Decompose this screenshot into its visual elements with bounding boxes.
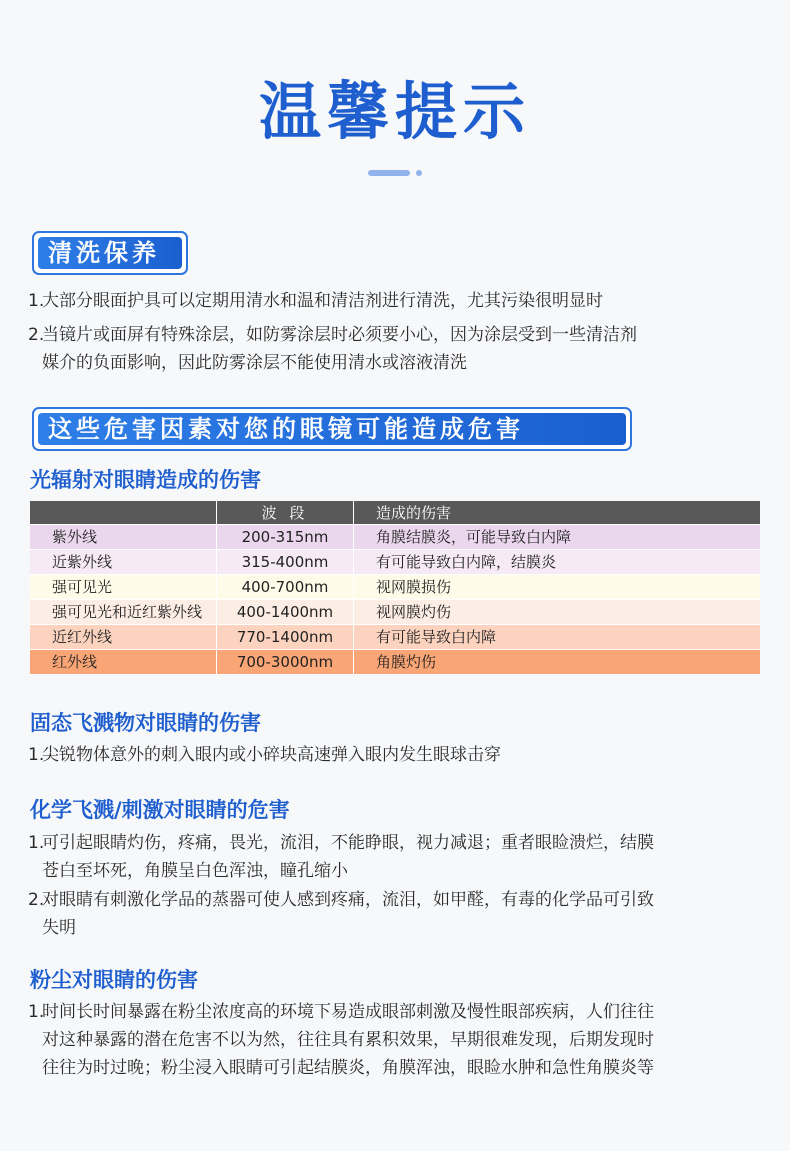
item-text-continued: 媒介的负面影响，因此防雾涂层不能使用清水或溶液清洗 — [42, 353, 467, 373]
item-text: 大部分眼面护具可以定期用清水和温和清洁剂进行清洗，尤其污染很明显时 — [42, 291, 603, 311]
item-text: 时间长时间暴露在粉尘浓度高的环境下易造成眼部刺激及慢性眼部疾病，人们往往 — [42, 1002, 654, 1022]
cell-type: 紫外线 — [30, 525, 217, 549]
solid-heading: 固态飞溅物对眼睛的伤害 — [30, 711, 261, 735]
header-cell-band: 波 段 — [217, 501, 354, 524]
cell-harm: 视网膜损伤 — [376, 578, 452, 596]
cell-type: 红外线 — [30, 650, 217, 674]
item-text-continued: 失明 — [42, 918, 76, 938]
page-title: 温馨提示 — [258, 75, 531, 148]
radiation-heading: 光辐射对眼睛造成的伤害 — [30, 468, 261, 492]
cell-band: 200-315nm — [217, 525, 354, 549]
header-cell-harm: 造成的伤害 — [376, 504, 452, 522]
item-number: 1. — [28, 291, 45, 311]
section-badge-label: 这些危害因素对您的眼镜可能造成危害 — [38, 413, 626, 445]
item-text-continued: 苍白至坏死，角膜呈白色浑浊，瞳孔缩小 — [42, 861, 348, 881]
item-number: 2. — [28, 890, 45, 910]
table-row — [30, 625, 760, 650]
cell-band: 400-1400nm — [217, 600, 354, 624]
item-text-continued: 往往为时过晚；粉尘浸入眼睛可引起结膜炎，角膜浑浊，眼睑水肿和急性角膜炎等 — [42, 1058, 654, 1078]
cell-harm: 角膜灼伤 — [376, 653, 437, 671]
cell-type: 近红外线 — [30, 625, 217, 649]
item-text: 对眼睛有刺激化学品的蒸器可使人感到疼痛，流泪，如甲醛，有毒的化学品可引致 — [42, 890, 654, 910]
table-header-row — [30, 501, 760, 525]
item-number: 1. — [28, 1002, 45, 1022]
chemical-item-2 — [28, 886, 768, 942]
cell-band: 770-1400nm — [217, 625, 354, 649]
cleaning-item-2 — [28, 321, 768, 377]
item-text: 尖锐物体意外的刺入眼内或小碎块高速弹入眼内发生眼球击穿 — [42, 745, 501, 765]
cleaning-item-1 — [28, 287, 768, 315]
cell-harm: 视网膜灼伤 — [376, 603, 452, 621]
item-text: 可引起眼睛灼伤，疼痛，畏光，流泪，不能睁眼，视力减退；重者眼睑溃烂，结膜 — [42, 833, 654, 853]
table-row — [30, 650, 760, 675]
table-row — [30, 525, 760, 550]
radiation-table — [30, 501, 760, 675]
header-cell-type — [30, 501, 217, 524]
chemical-item-1 — [28, 829, 768, 885]
table-row — [30, 600, 760, 625]
cell-type: 强可见光 — [30, 575, 217, 599]
chemical-heading: 化学飞溅/刺激对眼睛的危害 — [30, 798, 290, 822]
cell-type: 强可见光和近红紫外线 — [30, 600, 217, 624]
divider-dot — [416, 170, 422, 176]
solid-item-1 — [28, 741, 768, 769]
item-text-continued: 对这种暴露的潜在危害不以为然，往往具有累积效果，早期很难发现，后期发现时 — [42, 1030, 654, 1050]
cell-type: 近紫外线 — [30, 550, 217, 574]
cell-band: 315-400nm — [217, 550, 354, 574]
cell-harm: 有可能导致白内障 — [376, 628, 497, 646]
cell-band: 700-3000nm — [217, 650, 354, 674]
cell-harm: 有可能导致白内障，结膜炎 — [376, 553, 557, 571]
dust-heading: 粉尘对眼睛的伤害 — [30, 968, 198, 992]
table-row — [30, 575, 760, 600]
section-badge-cleaning — [32, 231, 188, 275]
cell-harm: 角膜结膜炎，可能导致白内障 — [376, 528, 572, 546]
table-row — [30, 550, 760, 575]
item-number: 2. — [28, 325, 45, 345]
cell-band: 400-700nm — [217, 575, 354, 599]
item-number: 1. — [28, 833, 45, 853]
item-number: 1. — [28, 745, 45, 765]
dust-item-1 — [28, 998, 768, 1082]
section-badge-hazards — [32, 407, 632, 451]
divider-bar — [368, 170, 410, 176]
item-text: 当镜片或面屏有特殊涂层，如防雾涂层时必须要小心，因为涂层受到一些清洁剂 — [42, 325, 637, 345]
section-badge-label: 清洗保养 — [38, 237, 182, 269]
